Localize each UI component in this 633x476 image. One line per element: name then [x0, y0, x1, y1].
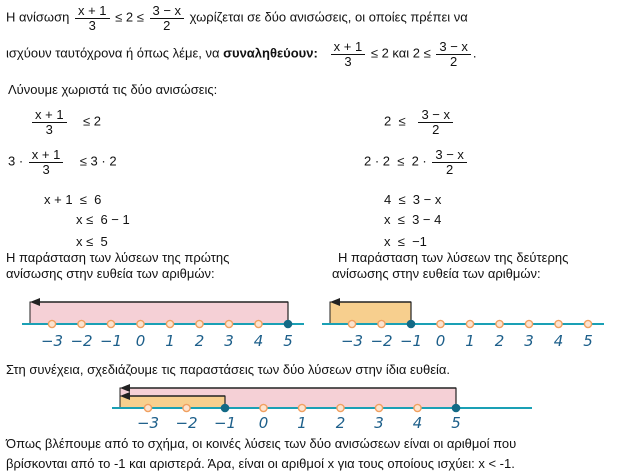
tick-point [284, 320, 291, 327]
tick-point [260, 404, 267, 411]
right-step-5: x ≤ −1 [384, 234, 427, 249]
tick-label: 0 [258, 414, 269, 432]
tick-point [452, 404, 459, 411]
tick-point [584, 320, 591, 327]
tick-point [107, 320, 114, 327]
tick-point [221, 404, 228, 411]
solve-heading: Λύνουμε χωριστά τις δύο ανισώσεις: [8, 82, 218, 97]
number-line-second [322, 294, 604, 354]
solution-region [120, 396, 225, 408]
tick-point [375, 404, 382, 411]
tick-point [137, 320, 144, 327]
tick-point [414, 404, 421, 411]
tick-point [407, 320, 414, 327]
left-step-4: x ≤ 6 − 1 [76, 212, 130, 227]
tick-label: 1 [297, 414, 307, 432]
tick-point [166, 320, 173, 327]
left-step-2: 3 · $\frac{x + 1}{3}$ ≤ 3 · 2 [8, 147, 117, 177]
tick-label: 1 [465, 332, 475, 350]
tick-label: −3 [136, 414, 160, 432]
intro-ineq-fraction-a: $\frac{x + 1}{3}$ [331, 40, 366, 68]
tick-label: −2 [370, 332, 393, 350]
tick-label: −1 [213, 414, 237, 432]
tick-point [378, 320, 385, 327]
left-step-3: x + 1 ≤ 6 [44, 192, 102, 207]
intro-fraction-2: $\frac{3 - x}{2}$ [150, 4, 185, 32]
conclusion-line-2: βρίσκονται από το -1 και αριστερά. Άρα, είναι οι αριθμοί x για τους οποίους ισχύει: x < -1. [6, 456, 515, 471]
right-step-2: 2 · 2 ≤ 2 · $\frac{3 - x}{2}$ [364, 148, 469, 176]
tick-label: 5 [283, 332, 293, 350]
both-caption: Στη συνέχεια, σχεδιάζουμε τις παραστάσεις των δύο λύσεων στην ίδια ευθεία. [6, 362, 450, 377]
tick-label: −2 [70, 332, 93, 350]
right-step-3: 4 ≤ 3 − x [384, 192, 442, 207]
tick-point [437, 320, 444, 327]
right-caption-line-2: ανίσωσης στην ευθεία των αριθμών: [332, 266, 541, 281]
tick-label: 2 [194, 332, 205, 350]
tick-label: 0 [135, 332, 146, 350]
tick-label: 3 [524, 332, 534, 350]
tick-point [348, 320, 355, 327]
left-caption-line-1: Η παράσταση των λύσεων της πρώτης [6, 250, 230, 265]
intro-line-1 [6, 4, 468, 32]
number-line-combined [112, 382, 532, 432]
solution-region [30, 302, 288, 324]
tick-label: −3 [340, 332, 364, 350]
tick-label: −1 [99, 332, 123, 350]
tick-label: 4 [253, 332, 264, 350]
tick-label: −1 [399, 332, 423, 350]
tick-point [144, 404, 151, 411]
tick-label: 3 [224, 332, 234, 350]
intro-text-after: χωρίζεται σε δύο ανισώσεις, οι οποίες πρέπει να [189, 9, 468, 25]
tick-label: 2 [335, 414, 346, 432]
tick-point [555, 320, 562, 327]
tick-label: 4 [553, 332, 564, 350]
tick-point [298, 404, 305, 411]
number-line-first [22, 294, 304, 354]
right-caption-line-1: Η παράσταση των λύσεων της δεύτερης [338, 250, 569, 265]
right-step-1: 2 ≤ $\frac{3 - x}{2}$ [384, 108, 455, 136]
intro-fraction-1: $\frac{x + 1}{3}$ [75, 4, 110, 32]
tick-point [78, 320, 85, 327]
tick-point [183, 404, 190, 411]
tick-label: 4 [412, 414, 423, 432]
left-step-1: $\frac{x + 1}{3}$ ≤ 2 [30, 108, 101, 136]
intro-text-before: Η ανίσωση [6, 9, 70, 25]
tick-label: 1 [165, 332, 175, 350]
tick-point [496, 320, 503, 327]
conclusion-line-1: Όπως βλέπουμε από το σχήμα, οι κοινές λύσεις των δύο ανισώσεων είναι οι αριθμοί που [6, 436, 517, 451]
keyword-bold: συναληθεύουν [223, 45, 314, 61]
tick-label: −2 [175, 414, 198, 432]
tick-point [48, 320, 55, 327]
intro-line-2: ισχύουν ταυτόχρονα ή όπως λέμε, να συναληθεύουν: $\frac{x + 1}{3}$ ≤ 2 και 2 ≤ $\frac{3 - x}{2}$ . [6, 39, 477, 69]
tick-label: 0 [435, 332, 446, 350]
tick-label: 5 [451, 414, 461, 432]
tick-label: 2 [494, 332, 505, 350]
tick-point [525, 320, 532, 327]
tick-label: 5 [583, 332, 593, 350]
intro-ineq-fraction-b: $\frac{3 - x}{2}$ [436, 40, 471, 68]
tick-label: −3 [40, 332, 64, 350]
left-caption-line-2: ανίσωσης στην ευθεία των αριθμών: [6, 266, 215, 281]
right-step-4: x ≤ 3 − 4 [384, 212, 442, 227]
tick-point [337, 404, 344, 411]
left-step-5: x ≤ 5 [76, 234, 108, 249]
tick-label: 3 [374, 414, 384, 432]
intro-mid: ≤ 2 ≤ [115, 9, 144, 25]
tick-point [255, 320, 262, 327]
tick-point [196, 320, 203, 327]
solution-region [330, 302, 411, 324]
tick-point [225, 320, 232, 327]
tick-point [466, 320, 473, 327]
